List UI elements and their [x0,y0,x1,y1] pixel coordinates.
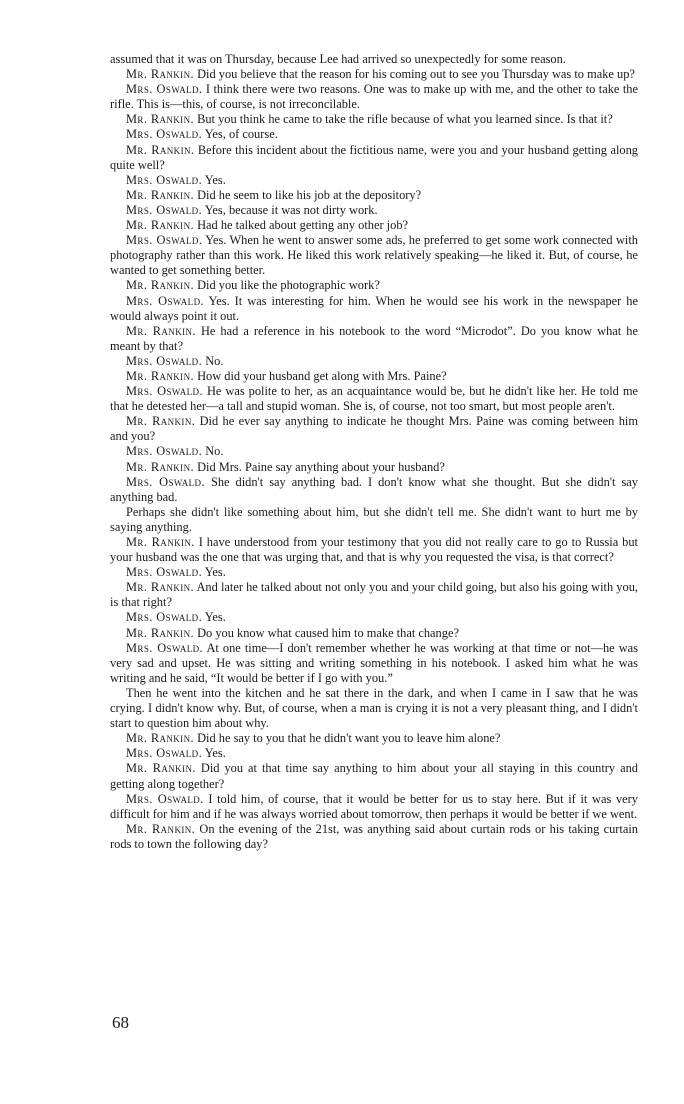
speaker-name: Mr. Rankin. [126,112,194,127]
testimony-paragraph [110,82,638,112]
testimony-paragraph [110,233,638,278]
testimony-paragraph [110,173,638,188]
speaker-name: Mrs. Oswald. [126,82,203,97]
speaker-name: Mr. Rankin. [126,625,194,640]
speaker-name: Mrs. Oswald. [126,127,203,142]
speech-text: On the evening of the 21st, was anything said about curtain rods or his taking curtain rods to town the following day? [110,821,638,851]
speaker-name: Mrs. Oswald. [126,353,203,368]
testimony-paragraph [110,188,638,203]
speech-text: Did Mrs. Paine say anything about your husband? [197,459,445,474]
testimony-paragraph [110,369,638,384]
speaker-name: Mr. Rankin. [126,142,195,157]
speech-text: And later he talked about not only you and your child going, but also his going with you, is that right? [110,580,638,610]
testimony-paragraph [110,294,638,324]
testimony-paragraph [110,505,638,535]
speech-text: Yes. It was interesting for him. When he would see his work in the newspaper he would always point it out. [110,293,638,323]
speaker-name: Mr. Rankin. [126,761,196,776]
speaker-name: Mr. Rankin. [126,580,195,595]
speech-text: But you think he came to take the rifle because of what you learned since. Is that it? [197,112,613,127]
speech-text: I think there were two reasons. One was to make up with me, and the other to take the rifle. This is—this, of course, is not irreconcilable. [110,82,638,112]
speaker-name: Mr. Rankin. [126,368,194,383]
speaker-name: Mrs. Oswald. [126,293,204,308]
speech-text: Did you like the photographic work? [197,278,380,293]
speaker-name: Mrs. Oswald. [126,474,205,489]
speaker-name: Mrs. Oswald. [126,444,203,459]
page-number: 68 [112,1013,129,1032]
speech-text: No. [205,353,224,368]
speaker-name: Mr. Rankin. [126,218,194,233]
speech-text: She didn't say anything bad. I don't know what she thought. But she didn't say anything bad. [110,474,638,504]
testimony-paragraph [110,52,638,67]
testimony-paragraph [110,354,638,369]
speech-text: Did you at that time say anything to him about your all staying in this country and getting along together? [110,761,638,791]
speech-text: Did you believe that the reason for his coming out to see you Thursday was to make up? [197,67,635,82]
speaker-name: Mr. Rankin. [126,278,194,293]
testimony-paragraph [110,822,638,852]
speech-text: He had a reference in his notebook to the word “Microdot”. Do you know what he meant by that? [110,323,638,353]
speech-text: Perhaps she didn't like something about him, but she didn't tell me. She didn't want to hurt me by saying anything. [110,504,638,534]
testimony-paragraph [110,535,638,565]
testimony-paragraph [110,761,638,791]
testimony-paragraph [110,444,638,459]
testimony-paragraph [110,384,638,414]
speaker-name: Mrs. Oswald. [126,565,203,580]
speech-text: Yes. [204,565,226,580]
speaker-name: Mrs. Oswald. [126,640,204,655]
speaker-name: Mrs. Oswald. [126,791,204,806]
speaker-name: Mr. Rankin. [126,459,194,474]
speaker-name: Mrs. Oswald. [126,610,203,625]
testimony-paragraph [110,580,638,610]
testimony-paragraph [110,792,638,822]
speech-text: Yes, of course. [204,127,278,142]
transcript-page [110,52,638,852]
speech-text: Yes, because it was not dirty work. [204,202,378,217]
speech-text: I have understood from your testimony that you did not really care to go to Russia but your husband was the one that was urging that, and that is why you requested the visa, is that correct? [110,535,638,565]
testimony-paragraph [110,218,638,233]
speech-text: No. [205,444,224,459]
testimony-paragraph [110,565,638,580]
testimony-paragraph [110,324,638,354]
speaker-name: Mrs. Oswald. [126,233,203,248]
testimony-paragraph [110,641,638,686]
speaker-name: Mrs. Oswald. [126,202,203,217]
speech-text: Before this incident about the fictitious name, were you and your husband getting along quite well? [110,142,638,172]
speech-text: At one time—I don't remember whether he was working at that time or not—he was very sad and upset. He was sitting and writing something in his notebook. I asked him what he was writing and he said, “It would be better if I go with you.” [110,640,638,685]
testimony-paragraph [110,746,638,761]
speech-text: Do you know what caused him to make that change? [197,625,459,640]
speech-text: Did he say to you that he didn't want you to leave him alone? [197,731,501,746]
speech-text: Did he ever say anything to indicate he thought Mrs. Paine was coming between him and you? [110,414,638,444]
speaker-name: Mr. Rankin. [126,731,194,746]
speech-text: He was polite to her, as an acquaintance would be, but he didn't like her. He told me that he detested her—a tall and stupid woman. She is, of course, not too smart, but most people aren't. [110,384,638,414]
speaker-name: Mr. Rankin. [126,187,194,202]
speech-text: I told him, of course, that it would be better for us to stay here. But if it was very difficult for him and if he was always worried about tomorrow, then perhaps it would be better if we went. [110,791,638,821]
testimony-paragraph [110,414,638,444]
testimony-paragraph [110,610,638,625]
speaker-name: Mrs. Oswald. [126,384,203,399]
testimony-paragraph [110,475,638,505]
speaker-name: Mr. Rankin. [126,323,196,338]
speech-text: Had he talked about getting any other job? [197,218,409,233]
speaker-name: Mrs. Oswald. [126,172,203,187]
testimony-paragraph [110,686,638,731]
speech-text: Yes. [204,172,226,187]
speaker-name: Mr. Rankin. [126,535,195,549]
testimony-paragraph [110,67,638,82]
testimony-paragraph [110,278,638,293]
speech-text: How did your husband get along with Mrs. Paine? [197,368,447,383]
speech-text: Then he went into the kitchen and he sat there in the dark, and when I came in I saw that he was crying. I didn't know why. But, of course, when a man is crying it is not a very pleasant thing, and I didn't start to question him about why. [110,685,638,731]
speaker-name: Mr. Rankin. [126,821,196,836]
speech-text: Did he seem to like his job at the depository? [197,187,422,202]
testimony-paragraph [110,203,638,218]
testimony-paragraph [110,112,638,127]
speaker-name: Mr. Rankin. [126,414,196,429]
speech-text: Yes. [204,746,226,761]
speech-text: assumed that it was on Thursday, because Lee had arrived so unexpectedly for some reason. [110,52,566,66]
speaker-name: Mr. Rankin. [126,67,194,82]
testimony-paragraph [110,731,638,746]
testimony-paragraph [110,626,638,641]
speaker-name: Mrs. Oswald. [126,746,203,761]
testimony-paragraph [110,127,638,142]
speech-text: Yes. When he went to answer some ads, he preferred to get some work connected with photography rather than this work. He liked this work relatively speaking—he liked it. But, of course, he wanted to get something better. [110,233,639,278]
testimony-paragraph [110,143,638,173]
speech-text: Yes. [204,610,226,625]
testimony-paragraph [110,460,638,475]
